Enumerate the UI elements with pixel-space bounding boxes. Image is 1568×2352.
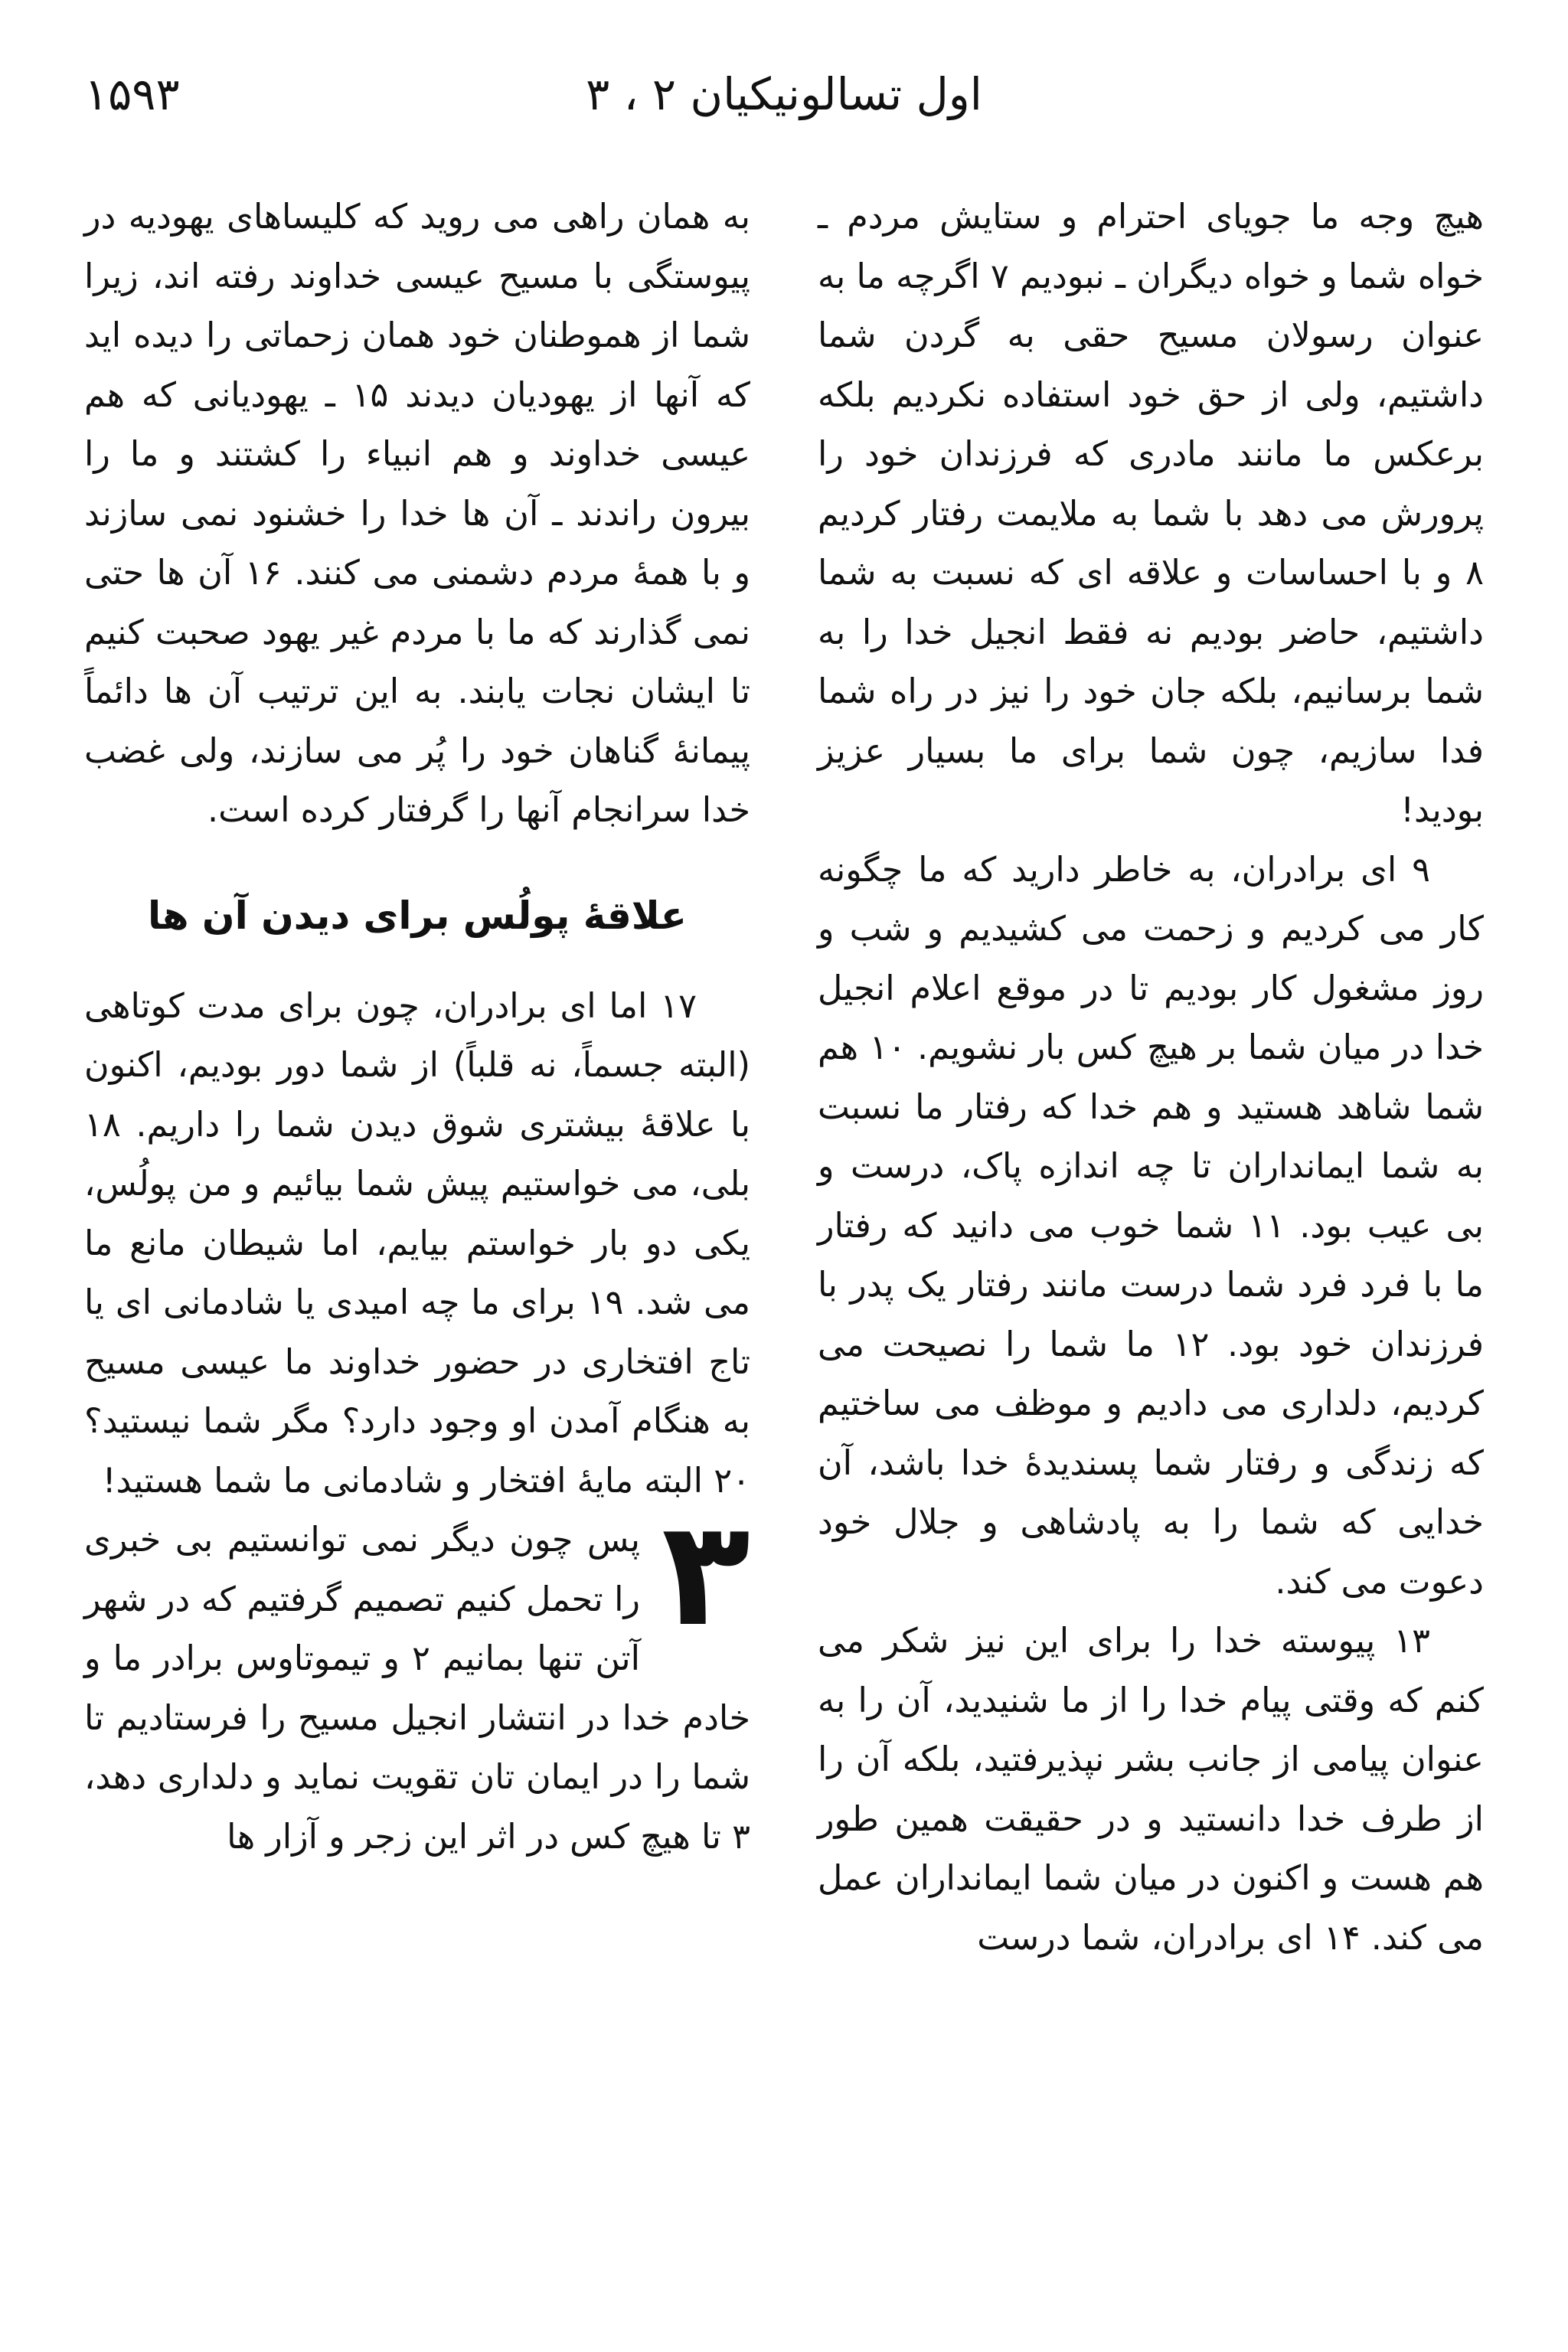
- chapter-start: [84, 1489, 750, 1867]
- left-column: [84, 188, 750, 1867]
- paragraph: ۹ ای برادران، به خاطر دارید که ما چگونه کار می کردیم و زحمت می کشیدیم و شب و روز مشغول کار بودیم تا در موقع اعلام انجیل خدا در میان شما بر هیچ کس بار نشویم. ۱۰ هم شما شاهد هستید و هم خدا که رفتار ما نسبت به شما ایمانداران تا چه اندازه پاک، درست و بی عیب بود. ۱۱ شما خوب می دانید که رفتار ما با فرد فرد شما درست مانند رفتار یک پدر با فرزندان خود بود. ۱۲ ما شما را نصیحت می کردیم، دلداری می دادیم و موظف می ساختیم که زندگی و رفتار شما پسندیدهٔ خدا باشد، آن خدایی که شما را به پادشاهی و جلال خود دعوت می کند.: [818, 850, 1485, 1602]
- running-title: اول تسالونیکیان ۲ ، ۳: [586, 68, 982, 120]
- chapter-number: ۳: [662, 1489, 750, 1658]
- paragraph: ۱۳ پیوسته خدا را برای این نیز شکر می کنم که وقتی پیام خدا را از ما شنیدید، آن را به عنوان پیامی از جانب بشر نپذیرفتید، بلکه آن را از طرف خدا دانستید و در حقیقت همین طور هم هست و اکنون در میان شما ایمانداران عمل می کند. ۱۴ ای برادران، شما درست: [818, 1622, 1484, 1958]
- paragraph: پس چون دیگر نمی توانستیم بی خبری را تحمل کنیم تصمیم گرفتیم که در شهر آتن تنها بمانیم ۲ و تیموتاوس برادر ما و خادم خدا در انتشار انجیل مسیح را فرستادیم تا شما را در ایمان تان تقویت نماید و دلداری دهد، ۳ تا هیچ کس در اثر این زجر و آزار ها: [84, 1521, 750, 1857]
- paragraph: هیچ وجه ما جویای احترام و ستایش مردم ـ خواه شما و خواه دیگران ـ نبودیم ۷ اگرچه ما به عنوان رسولان مسیح حقی به گردن شما داشتیم، ولی از حق خود استفاده نکردیم بلکه برعکس ما مانند مادری که فرزندان خود را پرورش می دهد با شما به ملایمت رفتار کردیم ۸ و با احساسات و علاقه ای که نسبت به شما داشتیم، حاضر بودیم نه فقط انجیل خدا را به شما برسانیم، بلکه جان خود را نیز در راه شما فدا سازیم، چون شما برای ما بسیار عزیز بودید!: [818, 198, 1484, 830]
- paragraph: ۱۷ اما ای برادران، چون برای مدت کوتاهی (البته جسماً، نه قلباً) از شما دور بودیم، اکنون با علاقهٔ بیشتری شوق دیدن شما را داریم. ۱۸ بلی، می خواستیم پیش شما بیائیم و من پولُس، یکی دو بار خواستم بیایم، اما شیطان مانع ما می شد. ۱۹ برای ما چه امیدی یا شادمانی ای یا تاج افتخاری در حضور خداوند ما عیسی مسیح به هنگام آمدن او وجود دارد؟ مگر شما نیستید؟ ۲۰ البته مایهٔ افتخار و شادمانی ما شما هستید!: [84, 986, 750, 1501]
- paragraph: به همان راهی می روید که کلیساهای یهودیه در پیوستگی با مسیح عیسی خداوند رفته اند، زیرا شما از هموطنان خود همان زحماتی را دیده اید که آنها از یهودیان دیدند ۱۵ ـ یهودیانی که هم عیسی خداوند و هم انبیاء را کشتند و ما را بیرون راندند ـ آن ها خدا را خشنود نمی سازند و با همهٔ مردم دشمنی می کنند. ۱۶ آن ها حتی نمی گذارند که ما با مردم غیر یهود صحبت کنیم تا ایشان نجات یابند. به این ترتیب آن ها دائماً پیمانهٔ گناهان خود را پُر می سازند، ولی غضب خدا سرانجام آنها را گرفتار کرده است.: [84, 198, 750, 830]
- right-column: [818, 188, 1484, 1968]
- page-header: [84, 60, 1484, 129]
- page-number: ۱۵۹۳: [84, 68, 180, 120]
- section-heading: علاقهٔ پولُس برای دیدن آن ها: [148, 893, 687, 938]
